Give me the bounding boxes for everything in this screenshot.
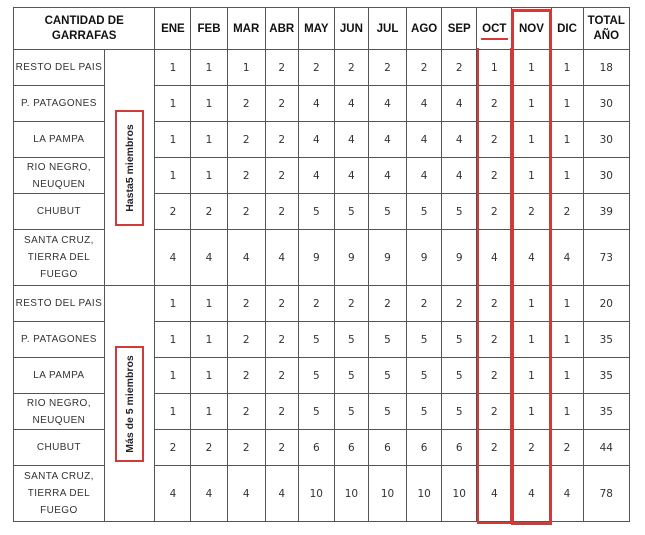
value-cell-oct: 2 (477, 122, 512, 158)
value-cell-mar: 2 (227, 358, 265, 394)
value-cell-ene: 1 (155, 122, 191, 158)
value-cell-may: 4 (298, 86, 334, 122)
value-cell-dic: 1 (551, 286, 583, 322)
place-cell: CHUBUT (14, 430, 105, 466)
value-cell-ene: 1 (155, 322, 191, 358)
value-cell-nov: 4 (512, 466, 551, 522)
value-cell-mar: 2 (227, 122, 265, 158)
value-cell-oct: 2 (477, 86, 512, 122)
value-cell-jul: 2 (368, 286, 406, 322)
group-label: Más de 5 miembros (123, 354, 136, 453)
total-header: TOTAL AÑO (583, 8, 629, 50)
group-label-cell (104, 286, 155, 522)
value-cell-mar: 2 (227, 394, 265, 430)
value-cell-sep: 4 (442, 86, 477, 122)
value-cell-jun: 2 (334, 50, 368, 86)
month-header-oct: OCT (477, 8, 512, 50)
corner-header: CANTIDAD DE GARRAFAS (14, 8, 155, 50)
value-cell-jun: 4 (334, 158, 368, 194)
value-cell-sep: 9 (442, 230, 477, 286)
value-cell-mar: 4 (227, 466, 265, 522)
value-cell-feb: 1 (191, 122, 227, 158)
value-cell-sep: 2 (442, 286, 477, 322)
oct-underline-mark (481, 38, 508, 40)
table-row (14, 50, 630, 86)
oct-column-highlight (477, 48, 512, 525)
total-cell: 35 (583, 322, 629, 358)
value-cell-nov: 4 (512, 230, 551, 286)
value-cell-ene: 4 (155, 230, 191, 286)
value-cell-may: 5 (298, 322, 334, 358)
value-cell-jul: 2 (368, 50, 406, 86)
total-cell: 30 (583, 158, 629, 194)
value-cell-mar: 2 (227, 322, 265, 358)
month-header-abr: ABR (265, 8, 298, 50)
value-cell-sep: 2 (442, 50, 477, 86)
value-cell-abr: 2 (265, 86, 298, 122)
value-cell-ago: 5 (407, 194, 442, 230)
value-cell-may: 6 (298, 430, 334, 466)
value-cell-jun: 6 (334, 430, 368, 466)
month-header-ago: AGO (407, 8, 442, 50)
garrafas-table (13, 7, 630, 522)
value-cell-ago: 10 (407, 466, 442, 522)
place-cell: RESTO DEL PAIS (14, 50, 105, 86)
group-label: Hasta5 miembros (123, 123, 136, 212)
value-cell-abr: 2 (265, 158, 298, 194)
value-cell-feb: 1 (191, 158, 227, 194)
table-row (14, 286, 630, 322)
value-cell-sep: 6 (442, 430, 477, 466)
month-header-jul: JUL (368, 8, 406, 50)
value-cell-ene: 1 (155, 86, 191, 122)
group-label-box (115, 346, 144, 462)
place-cell: RESTO DEL PAIS (14, 286, 105, 322)
value-cell-jun: 9 (334, 230, 368, 286)
value-cell-sep: 10 (442, 466, 477, 522)
value-cell-nov: 1 (512, 50, 551, 86)
total-cell: 39 (583, 194, 629, 230)
value-cell-oct: 4 (477, 466, 512, 522)
place-cell: SANTA CRUZ, TIERRA DEL FUEGO (14, 230, 105, 286)
total-cell: 30 (583, 86, 629, 122)
value-cell-dic: 1 (551, 122, 583, 158)
value-cell-ago: 5 (407, 322, 442, 358)
value-cell-nov: 2 (512, 430, 551, 466)
place-cell: RIO NEGRO, NEUQUEN (14, 158, 105, 194)
value-cell-dic: 4 (551, 466, 583, 522)
value-cell-jul: 6 (368, 430, 406, 466)
value-cell-jun: 10 (334, 466, 368, 522)
value-cell-ago: 2 (407, 50, 442, 86)
value-cell-nov: 1 (512, 158, 551, 194)
value-cell-nov: 2 (512, 194, 551, 230)
total-cell: 18 (583, 50, 629, 86)
value-cell-abr: 2 (265, 50, 298, 86)
value-cell-jun: 5 (334, 194, 368, 230)
value-cell-ene: 2 (155, 430, 191, 466)
value-cell-ago: 2 (407, 286, 442, 322)
value-cell-ene: 1 (155, 394, 191, 430)
value-cell-feb: 2 (191, 430, 227, 466)
value-cell-mar: 2 (227, 86, 265, 122)
value-cell-dic: 1 (551, 358, 583, 394)
value-cell-abr: 2 (265, 286, 298, 322)
garrafas-table-container (13, 7, 630, 522)
value-cell-jun: 5 (334, 394, 368, 430)
value-cell-mar: 2 (227, 158, 265, 194)
group-label-box (115, 110, 144, 226)
value-cell-may: 2 (298, 50, 334, 86)
value-cell-feb: 1 (191, 286, 227, 322)
value-cell-oct: 2 (477, 322, 512, 358)
value-cell-may: 4 (298, 158, 334, 194)
value-cell-oct: 2 (477, 194, 512, 230)
value-cell-jul: 9 (368, 230, 406, 286)
value-cell-abr: 2 (265, 430, 298, 466)
value-cell-abr: 2 (265, 194, 298, 230)
value-cell-oct: 2 (477, 158, 512, 194)
place-cell: P. PATAGONES (14, 86, 105, 122)
value-cell-abr: 2 (265, 122, 298, 158)
value-cell-dic: 1 (551, 394, 583, 430)
value-cell-may: 5 (298, 194, 334, 230)
total-cell: 44 (583, 430, 629, 466)
value-cell-sep: 4 (442, 122, 477, 158)
month-header-ene: ENE (155, 8, 191, 50)
month-header-mar: MAR (227, 8, 265, 50)
value-cell-mar: 4 (227, 230, 265, 286)
value-cell-sep: 5 (442, 194, 477, 230)
value-cell-jun: 4 (334, 122, 368, 158)
value-cell-may: 5 (298, 358, 334, 394)
value-cell-feb: 1 (191, 50, 227, 86)
value-cell-feb: 2 (191, 194, 227, 230)
value-cell-ene: 1 (155, 50, 191, 86)
value-cell-oct: 2 (477, 394, 512, 430)
value-cell-abr: 2 (265, 358, 298, 394)
header-row (14, 8, 630, 50)
value-cell-mar: 2 (227, 194, 265, 230)
value-cell-ago: 5 (407, 394, 442, 430)
value-cell-jul: 4 (368, 158, 406, 194)
value-cell-ene: 1 (155, 158, 191, 194)
value-cell-jul: 5 (368, 194, 406, 230)
total-cell: 73 (583, 230, 629, 286)
value-cell-sep: 5 (442, 394, 477, 430)
place-cell: RIO NEGRO, NEUQUEN (14, 394, 105, 430)
value-cell-oct: 4 (477, 230, 512, 286)
value-cell-feb: 1 (191, 358, 227, 394)
total-cell: 35 (583, 358, 629, 394)
value-cell-jun: 2 (334, 286, 368, 322)
value-cell-may: 2 (298, 286, 334, 322)
value-cell-feb: 1 (191, 86, 227, 122)
value-cell-may: 10 (298, 466, 334, 522)
value-cell-oct: 2 (477, 286, 512, 322)
month-header-jun: JUN (334, 8, 368, 50)
value-cell-ago: 6 (407, 430, 442, 466)
value-cell-jul: 5 (368, 358, 406, 394)
value-cell-ago: 5 (407, 358, 442, 394)
month-header-feb: FEB (191, 8, 227, 50)
value-cell-ago: 9 (407, 230, 442, 286)
value-cell-ago: 4 (407, 122, 442, 158)
place-cell: LA PAMPA (14, 122, 105, 158)
value-cell-oct: 2 (477, 430, 512, 466)
value-cell-abr: 2 (265, 394, 298, 430)
value-cell-jun: 5 (334, 358, 368, 394)
group-label-cell (104, 50, 155, 286)
value-cell-ene: 4 (155, 466, 191, 522)
value-cell-nov: 1 (512, 322, 551, 358)
total-cell: 35 (583, 394, 629, 430)
value-cell-nov: 1 (512, 122, 551, 158)
value-cell-ene: 1 (155, 358, 191, 394)
value-cell-abr: 4 (265, 466, 298, 522)
value-cell-ago: 4 (407, 86, 442, 122)
total-cell: 78 (583, 466, 629, 522)
value-cell-mar: 2 (227, 286, 265, 322)
value-cell-jul: 5 (368, 322, 406, 358)
total-cell: 20 (583, 286, 629, 322)
value-cell-sep: 5 (442, 322, 477, 358)
place-cell: CHUBUT (14, 194, 105, 230)
value-cell-abr: 4 (265, 230, 298, 286)
place-cell: SANTA CRUZ, TIERRA DEL FUEGO (14, 466, 105, 522)
value-cell-abr: 2 (265, 322, 298, 358)
value-cell-jul: 5 (368, 394, 406, 430)
value-cell-jun: 5 (334, 322, 368, 358)
value-cell-feb: 1 (191, 394, 227, 430)
value-cell-oct: 2 (477, 358, 512, 394)
month-header-nov: NOV (512, 8, 551, 50)
value-cell-dic: 1 (551, 50, 583, 86)
value-cell-sep: 4 (442, 158, 477, 194)
value-cell-feb: 4 (191, 466, 227, 522)
value-cell-dic: 2 (551, 194, 583, 230)
value-cell-nov: 1 (512, 86, 551, 122)
value-cell-dic: 2 (551, 430, 583, 466)
place-cell: LA PAMPA (14, 358, 105, 394)
total-cell: 30 (583, 122, 629, 158)
value-cell-dic: 1 (551, 86, 583, 122)
value-cell-nov: 1 (512, 394, 551, 430)
value-cell-ene: 1 (155, 286, 191, 322)
value-cell-dic: 4 (551, 230, 583, 286)
value-cell-feb: 4 (191, 230, 227, 286)
value-cell-ene: 2 (155, 194, 191, 230)
value-cell-mar: 2 (227, 430, 265, 466)
value-cell-may: 4 (298, 122, 334, 158)
value-cell-nov: 1 (512, 358, 551, 394)
value-cell-may: 5 (298, 394, 334, 430)
value-cell-dic: 1 (551, 322, 583, 358)
value-cell-oct: 1 (477, 50, 512, 86)
value-cell-sep: 5 (442, 358, 477, 394)
month-header-may: MAY (298, 8, 334, 50)
month-header-sep: SEP (442, 8, 477, 50)
table-body (14, 50, 630, 522)
value-cell-mar: 1 (227, 50, 265, 86)
value-cell-jun: 4 (334, 86, 368, 122)
value-cell-jul: 4 (368, 122, 406, 158)
value-cell-jul: 10 (368, 466, 406, 522)
month-header-dic: DIC (551, 8, 583, 50)
value-cell-may: 9 (298, 230, 334, 286)
value-cell-ago: 4 (407, 158, 442, 194)
place-cell: P. PATAGONES (14, 322, 105, 358)
value-cell-nov: 1 (512, 286, 551, 322)
value-cell-feb: 1 (191, 322, 227, 358)
value-cell-jul: 4 (368, 86, 406, 122)
value-cell-dic: 1 (551, 158, 583, 194)
